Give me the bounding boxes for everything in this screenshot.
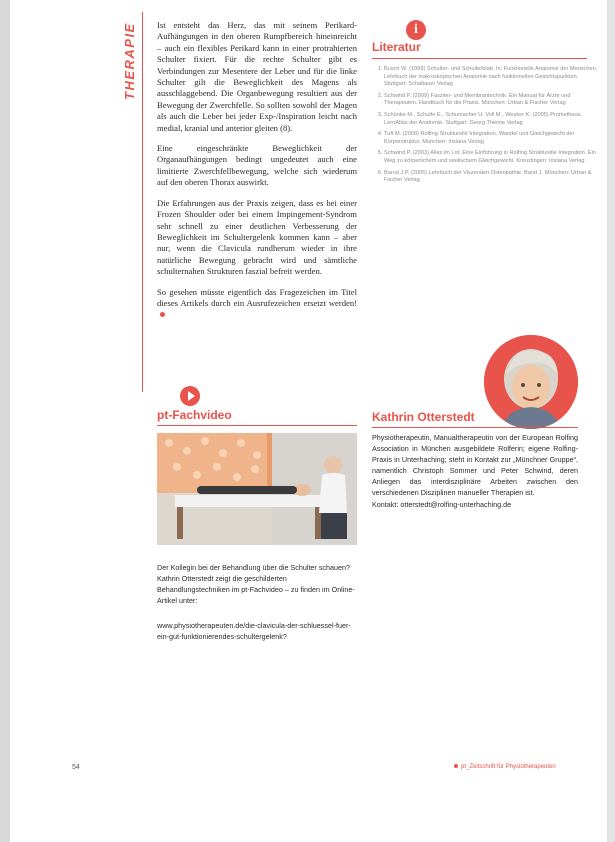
video-link[interactable]: www.physiotherapeuten.de/die-clavicula-der-schluessel-fuer-ein-gut-funktionierendes-schultergelenk? (157, 621, 351, 642)
body-paragraph: Die Erfahrungen aus der Praxis zeigen, dass es bei einer Frozen Shoulder oder bei einem Impingement-Syndrom sehr schnell zu einer deutlichen Verbesserung der Beweglichkeit im Schultergelenk kommen kann – aber nur, wenn die Clavicula rundherum wieder in ihre natürliche Bewegung gebracht wird und sämtliche schulternahen Strukturen faszial befreit werden. (157, 197, 357, 277)
body-paragraph-text: So gesehen müsste eigentlich das Fragezeichen im Titel dieses Artikels durch ein Ausrufezeichen ersetzt werden! (157, 286, 357, 308)
video-thumbnail[interactable] (157, 433, 357, 545)
video-caption: Der Kollegin bei der Behandlung über die Schulter schauen? Kathrin Otterstedt zeigt die geschilderten Behandlungstechniken im pt-Fachvideo – zu finden im Online-Artikel unter: (157, 563, 355, 606)
author-portrait-icon (484, 335, 578, 429)
literature-item: 4. Tuft M. (2008) Rolfing Strukturelle Integration. Wandel und Gleichgewicht der Körperstruktur. München: Irisiana Verlag (384, 131, 599, 146)
play-icon[interactable] (180, 386, 200, 406)
end-mark-icon (160, 312, 165, 317)
literature-item: 6. Barral J.P. (2005) Lehrbuch der Viszeralen Osteopathie. Band 1. München: Urban & Fischer Verlag (384, 170, 599, 185)
author-photo (484, 335, 578, 429)
body-paragraph: Ist entsteht das Herz, das mit seinem Perikard-Aufhängungen in den oberen Rumpfbereich hineinreicht – auch ein flexibles Perikard kann in einer protrahierten Schulter fixiert. Für die rechte Schulter gibt es Verbindungen zur Mesentere der Leber und für die linke Schulter gilt die Beweglichkeit des Magens als ausschlaggebend. Die Organbewegung resultiert aus der Bewegung der Zwerchfelle. So sollten sowohl der Magen als auch die Leber bei jeder Exp-/Inspiration leicht nach medial, kranial und anterior gleiten (8). (157, 20, 357, 133)
treatment-photo-icon (157, 433, 357, 545)
literature-divider (372, 58, 587, 59)
author-contact: Kontakt: otterstedt@rolfing-unterhaching.de (372, 499, 512, 509)
scan-border-right (607, 0, 615, 842)
article-body (157, 20, 357, 330)
literature-item: 1. Busch W. (1999) Schulter- und Schulterblatt. In: Funktionelle Anatomie der Menschen. Lehrbuch der makroskopischen Anatomie nach funktionellen Gesichtspunkten. Stuttgart: Schattauer Verlag (384, 66, 599, 89)
body-paragraph-closing (157, 287, 357, 321)
scan-border-left (0, 0, 10, 842)
literature-item: 5. Schwind P. (2003) Alles im Lot. Eine Einführung in Rolfing Strukturelle Integration. Ein Weg zu körperlichem und seelischem Gleichgewicht. Kreuzlingen: Irisiana Verlag (384, 150, 599, 165)
footer-magazine (454, 764, 556, 770)
author-name: Kathrin Otterstedt (372, 410, 475, 424)
author-bio-text: Physiotherapeutin, Manualtherapeutin von der European Rolfing Association in München ausgebildete Rolferin; eigene Rolfing-Praxis in Unterhaching; steht in Kontakt zur „Münchner Gruppe“, namentlich Christoph Sommer und Peter Schwind, deren Anliegen das interdisziplinäre Arbeiten zwischen den verschiedenen Disziplinen manueller Therapien ist. (372, 433, 578, 498)
play-icon-glyph (180, 386, 200, 406)
info-icon: i (406, 20, 426, 40)
section-divider (142, 12, 143, 392)
footer-magazine-name: pt_Zeitschrift für Physiotherapeuten (461, 764, 556, 770)
video-divider (157, 425, 357, 426)
section-label: THERAPIE (122, 22, 137, 100)
literature-title: Literatur (372, 40, 421, 54)
literature-item: 2. Schwind P. (2009) Faszien- und Membrantechnik. Ein Manual für Ärzte und Therapeuten. Handbuch für die Praxis. München: Urban & Fischer Verlag (384, 93, 599, 108)
page-number: 54 (72, 764, 80, 771)
literature-item: 3. Schünke M., Schulte E., Schumacher U. Voll M., Wesker K. (2005) Prometheus. LernAtlas der Anatomie. Stuttgart: Georg Thieme Verlag (384, 112, 599, 127)
author-bio (372, 432, 578, 510)
literature-list (372, 66, 599, 189)
footer-dot-icon (454, 764, 458, 768)
body-paragraph: Eine eingeschränkte Beweglichkeit der Organaufhängungen bedingt ungedeutet auch eine limitierte Zwerchfellbewegung, welche sich wiederum auf den oberen Thorax auswirkt. (157, 143, 357, 188)
video-title: pt-Fachvideo (157, 408, 232, 422)
author-divider (372, 427, 578, 428)
